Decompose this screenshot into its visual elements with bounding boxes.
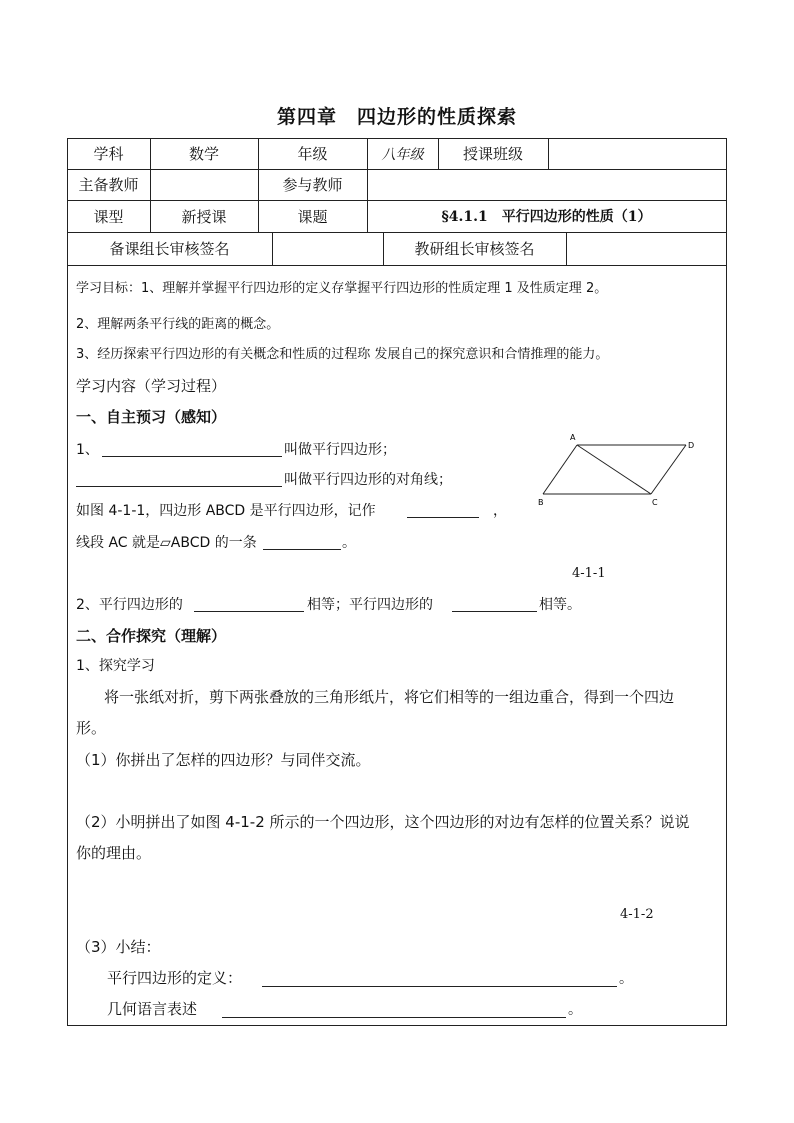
definition-end: 。 xyxy=(619,971,633,987)
subject-value: 数学 xyxy=(188,145,219,163)
q2-part-c: 相等。 xyxy=(539,597,581,613)
geometry-blank-line xyxy=(222,1017,566,1018)
q1-suffix: 叫做平行四边形； xyxy=(284,442,396,458)
q2-part-a: 2、平行四边形的 xyxy=(76,597,183,613)
q2-part-b: 相等；平行四边形的 xyxy=(307,597,433,613)
topic-label: 课题 xyxy=(297,207,328,226)
research-leader-sign-label: 教研组长审核签名 xyxy=(414,240,535,258)
grade-label: 年级 xyxy=(297,145,328,163)
explore-heading: 1、探究学习 xyxy=(76,658,155,674)
explore-question-2: （2）小明拼出了如图 4-1-2 所示的一个四边形，这个四边形的对边有怎样的位置关系？说说 xyxy=(76,813,690,831)
section-2-heading: 二、合作探究（理解） xyxy=(76,627,227,645)
q1d-end: 。 xyxy=(342,535,356,551)
explore-question-2-end: 你的理由。 xyxy=(76,844,152,862)
q1b-blank-line xyxy=(76,486,282,487)
lead-teacher-label: 主备教师 xyxy=(78,176,139,194)
participants-label: 参与教师 xyxy=(282,176,343,194)
q1-blank-line xyxy=(102,456,282,457)
summary-heading: （3）小结： xyxy=(76,938,161,956)
class-value xyxy=(548,138,726,169)
parallelogram-figure xyxy=(530,430,700,510)
lesson-type-label: 课型 xyxy=(93,207,124,226)
class-label: 授课班级 xyxy=(462,145,523,163)
vertex-b-label: B xyxy=(538,498,544,507)
explore-paragraph-1-end: 形。 xyxy=(76,719,107,737)
page-title: 第四章 四边形的性质探索 xyxy=(276,106,517,128)
q1c-text: 如图 4-1-1，四边形 ABCD 是平行四边形，记作 xyxy=(76,503,376,519)
explore-paragraph-1: 将一张纸对折，剪下两张叠放的三角形纸片，将它们相等的一组边重合，得到一个四边 xyxy=(104,688,675,706)
participants-value xyxy=(367,169,726,200)
subject-label: 学科 xyxy=(93,145,124,163)
q1d-blank-line xyxy=(263,549,341,550)
figure-1-caption: 4-1-1 xyxy=(572,566,606,581)
definition-blank-line xyxy=(262,986,617,987)
vertex-c-label: C xyxy=(652,498,658,507)
learning-goal-3: 3、经历探索平行四边形的有关概念和性质的过程珎 发展自己的探究意识和合情推理的能力。 xyxy=(76,347,609,362)
grade-value: 八年级 xyxy=(381,146,424,163)
q1d-text: 线段 AC 就是▱ABCD 的一条 xyxy=(76,535,257,551)
geometry-end: 。 xyxy=(568,1002,582,1018)
q1b-suffix: 叫做平行四边形的对角线； xyxy=(284,472,452,488)
learning-goal-2: 2、理解两条平行线的距离的概念。 xyxy=(76,317,280,332)
topic-value: §4.1.1 平行四边形的性质（1） xyxy=(441,209,652,225)
explore-question-1: （1）你拼出了怎样的四边形？与同伴交流。 xyxy=(76,751,371,769)
geometry-label: 几何语言表述 xyxy=(107,1000,198,1018)
lesson-type-value: 新授课 xyxy=(181,207,227,226)
vertex-d-label: D xyxy=(688,441,695,450)
lead-teacher-value xyxy=(150,169,258,200)
content-heading: 学习内容（学习过程） xyxy=(76,377,227,395)
vertex-a-label: A xyxy=(570,433,576,442)
definition-label: 平行四边形的定义： xyxy=(107,969,243,987)
q2-blank-1 xyxy=(194,611,304,612)
q1c-blank-line xyxy=(407,517,479,518)
q2-blank-2 xyxy=(452,611,537,612)
figure-2-caption: 4-1-2 xyxy=(620,907,654,922)
section-1-heading: 一、自主预习（感知） xyxy=(76,408,227,426)
learning-goal-1: 学习目标：1、理解并掌握平行四边形的定义存掌握平行四边形的性质定理 1 及性质定理 2。 xyxy=(76,281,608,296)
q1c-comma: ， xyxy=(493,503,507,519)
group-leader-sign-label: 备课组长审核签名 xyxy=(109,240,230,258)
q1-prefix: 1、 xyxy=(76,442,99,458)
